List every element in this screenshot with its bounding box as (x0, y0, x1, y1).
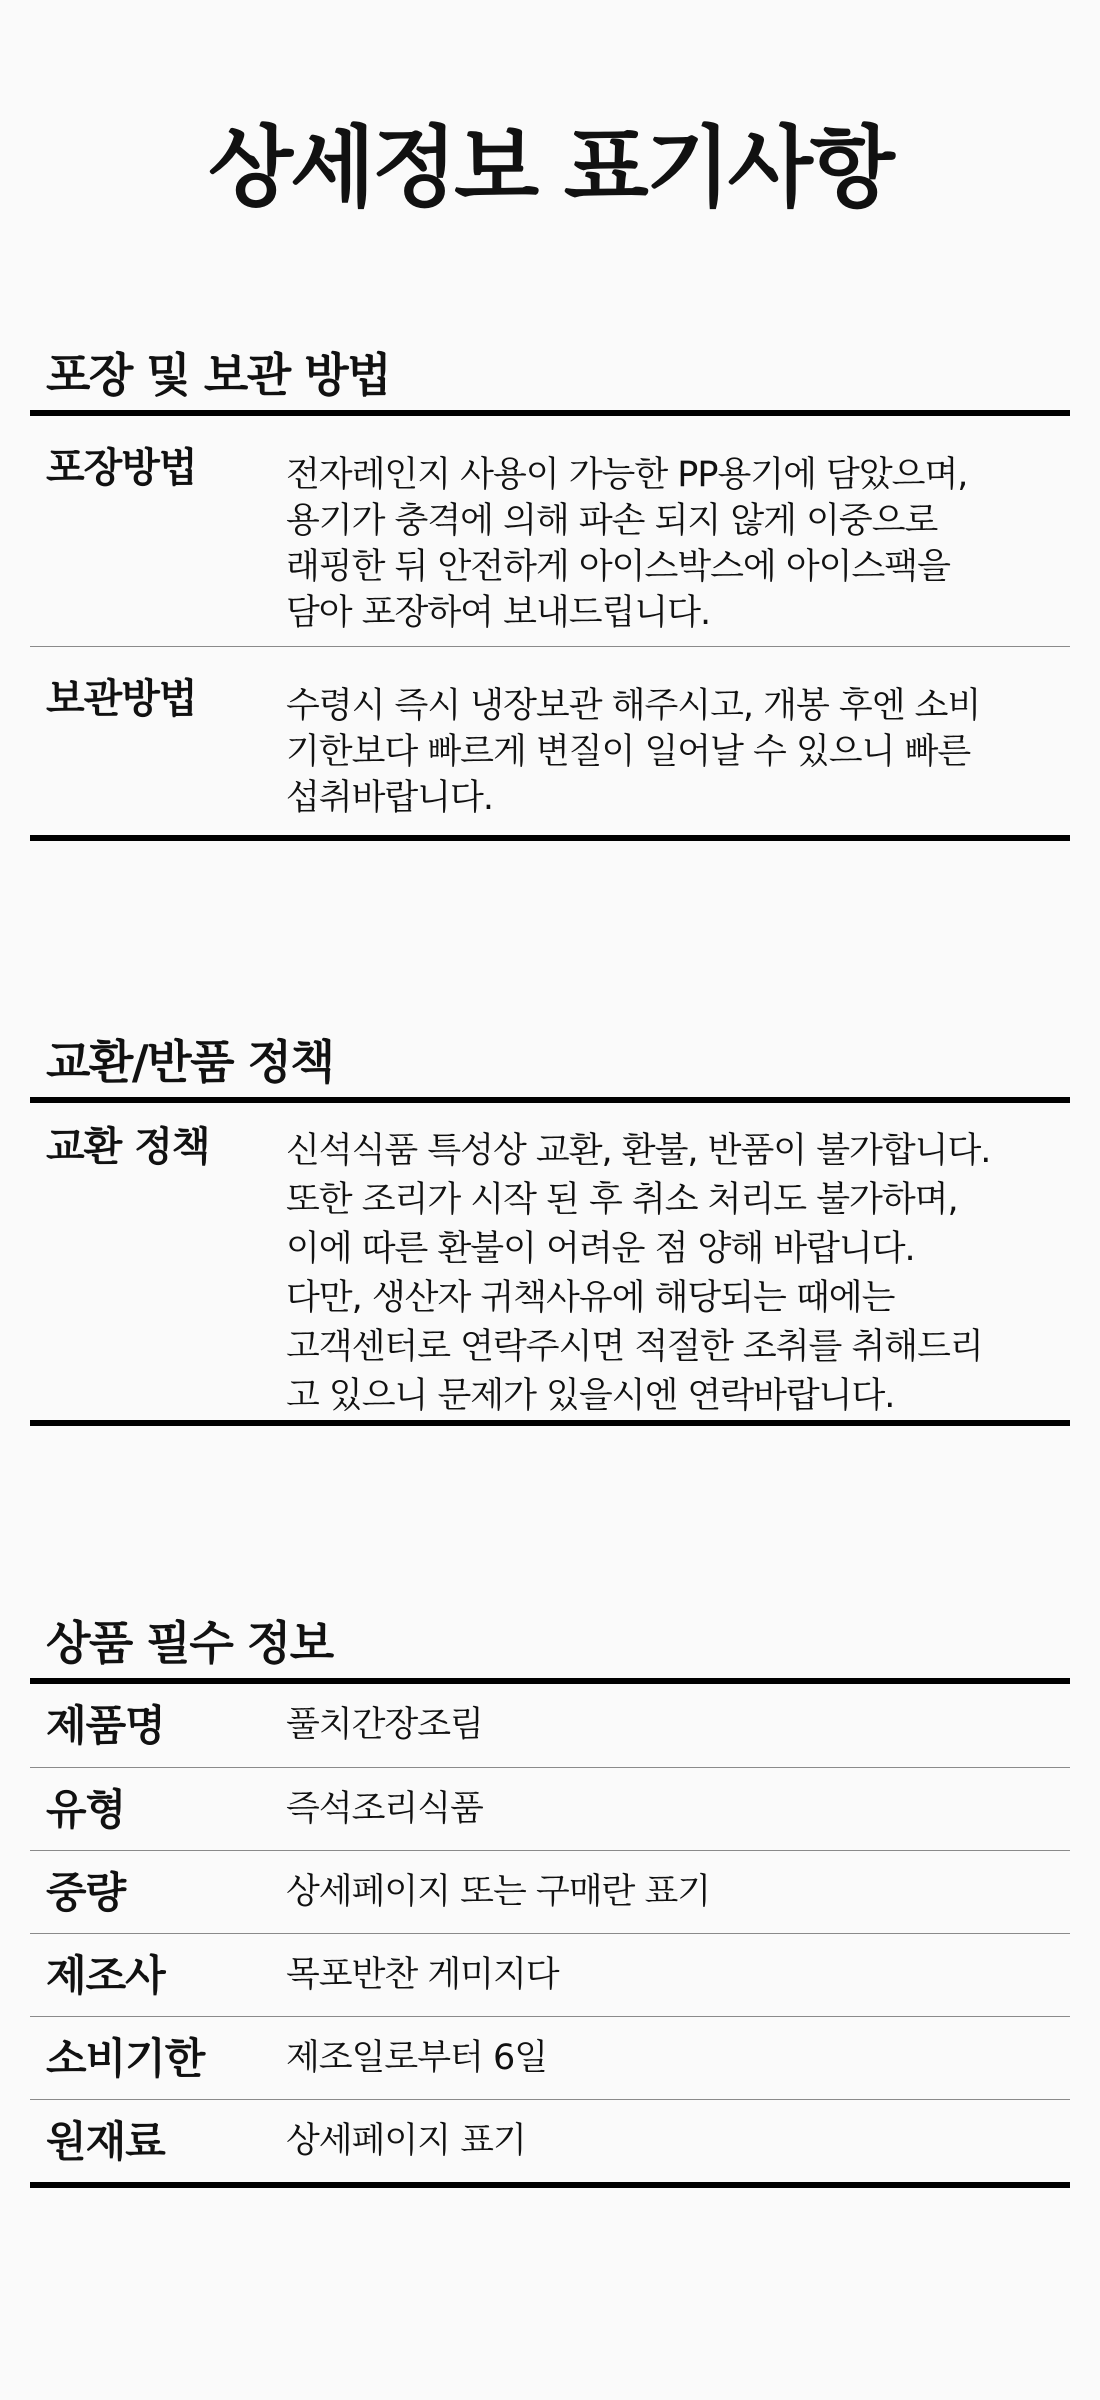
exchange-table (30, 1103, 1070, 1426)
row-value: 제조일로부터 6일 (286, 2037, 548, 2078)
row-label: 교환 정책 (46, 1124, 210, 1170)
product-info-table (30, 1684, 1070, 2188)
row-label: 원재료 (46, 2116, 165, 2166)
exchange-return-section (30, 1027, 1070, 1426)
row-label: 포장방법 (46, 445, 197, 491)
row-value: 상세페이지 표기 (286, 2120, 526, 2161)
section-heading-packaging: 포장 및 보관 방법 (30, 340, 1070, 416)
row-label: 보관방법 (46, 676, 197, 722)
section-heading-exchange: 교환/반품 정책 (30, 1027, 1070, 1103)
table-row-weight (30, 1850, 1070, 1933)
value-line: 섭취바랍니다. (286, 778, 493, 818)
table-row-storage-method (30, 646, 1070, 835)
table-row-expiration (30, 2016, 1070, 2099)
value-line: 이에 따른 환불이 어려운 점 양해 바랍니다. (286, 1229, 915, 1269)
value-line: 전자레인지 사용이 가능한 PP용기에 담았으며, (286, 455, 968, 495)
packaging-table (30, 416, 1070, 841)
table-row-product-name (30, 1684, 1070, 1767)
table-row-packaging-method (30, 416, 1070, 646)
value-line: 또한 조리가 시작 된 후 취소 처리도 불가하며, (286, 1180, 958, 1220)
row-value: 즉석조리식품 (286, 1788, 483, 1829)
row-value (286, 1103, 1070, 1420)
value-line: 고 있으니 문제가 있을시엔 연락바랍니다. (286, 1376, 895, 1416)
row-value: 풀치간장조림 (286, 1705, 483, 1745)
row-value: 상세페이지 또는 구매란 표기 (286, 1871, 711, 1912)
table-row-ingredients (30, 2099, 1070, 2182)
row-label: 중량 (46, 1867, 126, 1917)
page-title: 상세정보 표기사항 (208, 116, 892, 219)
value-line: 담아 포장하여 보내드립니다. (286, 593, 711, 633)
value-line: 다만, 생산자 귀책사유에 해당되는 때에는 (286, 1278, 895, 1318)
value-line: 래핑한 뒤 안전하게 아이스박스에 아이스팩을 (286, 547, 950, 587)
row-value: 목포반찬 게미지다 (286, 1954, 559, 1995)
value-line: 기한보다 빠르게 변질이 일어날 수 있으니 빠른 (286, 732, 971, 772)
value-line: 신석식품 특성상 교환, 환불, 반품이 불가합니다. (286, 1131, 991, 1171)
product-info-section (30, 1608, 1070, 2188)
row-value (286, 647, 1070, 835)
packaging-storage-section (30, 340, 1070, 841)
row-label: 소비기한 (46, 2033, 205, 2083)
section-heading-product-info: 상품 필수 정보 (30, 1608, 1070, 1684)
row-label: 유형 (46, 1784, 126, 1834)
row-label: 제조사 (46, 1950, 165, 2000)
value-line: 용기가 충격에 의해 파손 되지 않게 이중으로 (286, 501, 938, 541)
table-row-manufacturer (30, 1933, 1070, 2016)
row-label: 제품명 (46, 1701, 165, 1750)
value-line: 수령시 즉시 냉장보관 해주시고, 개봉 후엔 소비 (286, 686, 981, 726)
table-row-type (30, 1767, 1070, 1850)
row-value (286, 416, 1070, 646)
value-line: 고객센터로 연락주시면 적절한 조취를 취해드리 (286, 1327, 983, 1367)
table-row-exchange-policy (30, 1103, 1070, 1420)
